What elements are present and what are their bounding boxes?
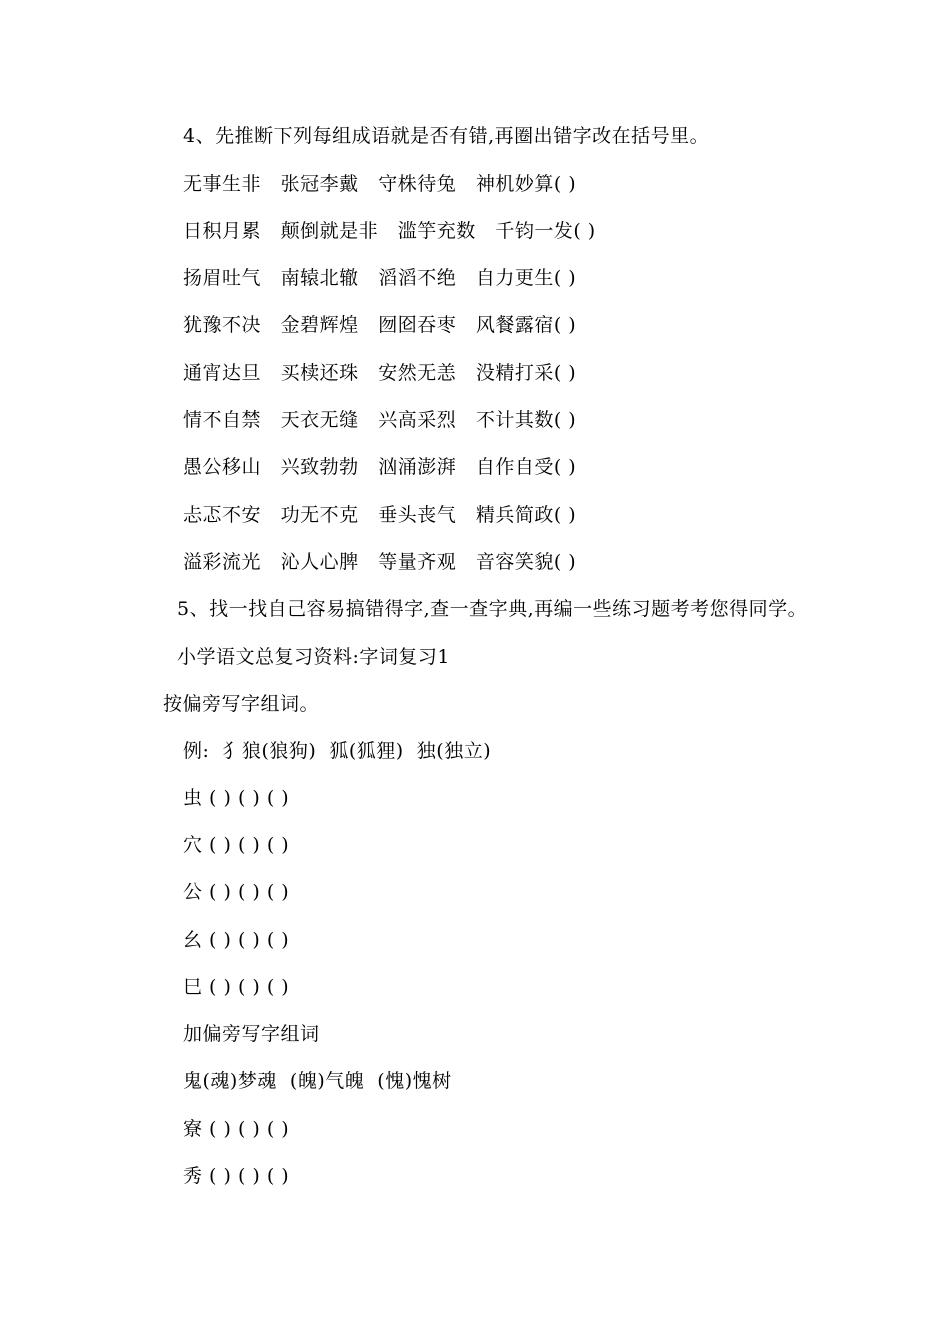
idiom-row: 愚公移山 兴致勃勃 汹涌澎湃 自作自受( ) [183, 456, 577, 478]
radical-row: 寮 ( ) ( ) ( ) [183, 1118, 290, 1140]
idiom-row: 溢彩流光 沁人心脾 等量齐观 音容笑貌( ) [183, 551, 577, 573]
part1-example: 例: 犭狼(狼狗) 狐(狐狸) 独(独立) [183, 740, 492, 762]
part1-title: 按偏旁写字组词。 [163, 693, 320, 715]
idiom-row: 忐忑不安 功无不克 垂头丧气 精兵简政( ) [183, 504, 577, 526]
question-5-title: 5、找一找自己容易搞错得字,查一查字典,再编一些练习题考考您得同学。 [177, 598, 808, 620]
section-header: 小学语文总复习资料:字词复习1 [177, 646, 450, 668]
part2-title: 加偏旁写字组词 [183, 1023, 320, 1045]
idiom-row: 通宵达旦 买椟还珠 安然无恙 没精打采( ) [183, 362, 577, 384]
idiom-row: 扬眉吐气 南辕北辙 滔滔不绝 自力更生( ) [183, 267, 577, 289]
idiom-row: 犹豫不决 金碧辉煌 囫囵吞枣 风餐露宿( ) [183, 314, 577, 336]
radical-row: 幺 ( ) ( ) ( ) [183, 929, 290, 951]
radical-row: 穴 ( ) ( ) ( ) [183, 834, 290, 856]
radical-row: 虫 ( ) ( ) ( ) [183, 787, 290, 809]
idiom-row: 无事生非 张冠李戴 守株待兔 神机妙算( ) [183, 173, 577, 195]
radical-row: 秀 ( ) ( ) ( ) [183, 1165, 290, 1187]
radical-row: 巳 ( ) ( ) ( ) [183, 976, 290, 998]
question-4-title: 4、先推断下列每组成语就是否有错,再圈出错字改在括号里。 [183, 125, 710, 147]
idiom-row: 情不自禁 天衣无缝 兴高采烈 不计其数( ) [183, 409, 577, 431]
idiom-row: 日积月累 颠倒就是非 滥竽充数 千钧一发( ) [183, 220, 596, 242]
part2-example: 鬼(魂)梦魂 (魄)气魄 (愧)愧树 [183, 1070, 452, 1092]
radical-row: 公 ( ) ( ) ( ) [183, 881, 290, 903]
